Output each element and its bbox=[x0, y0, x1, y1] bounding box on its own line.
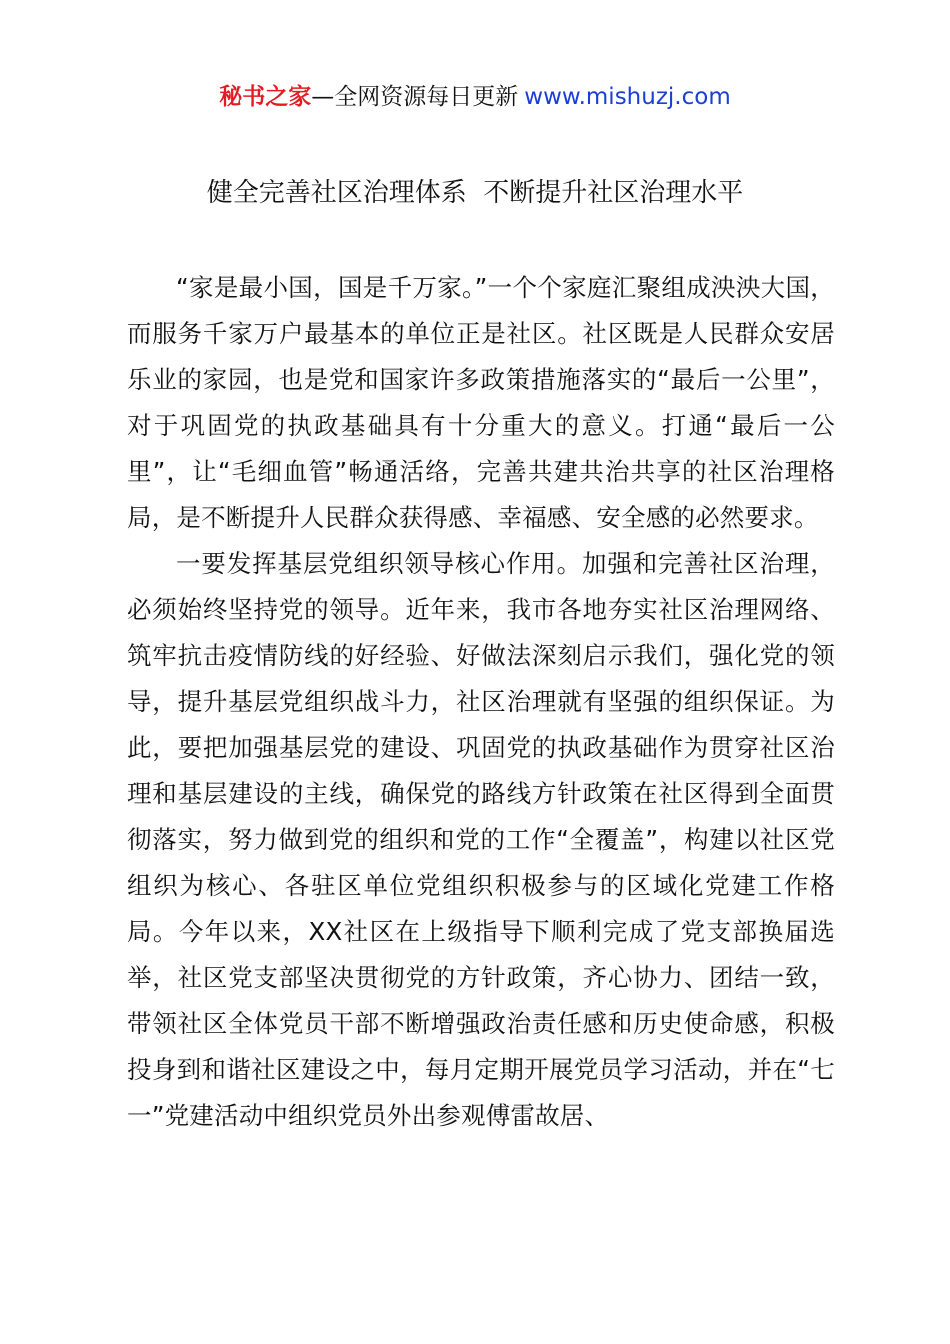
document-body bbox=[127, 265, 835, 1139]
paragraph: “家是最小国，国是千万家。”一个个家庭汇聚组成泱泱大国，而服务千家万户最基本的单位正是社区。社区既是人民群众安居乐业的家园，也是党和国家许多政策措施落实的“最后一公里”，对于巩固党的执政基础具有十分重大的意义。打通“最后一公里”，让“毛细血管”畅通活络，完善共建共治共享的社区治理格局，是不断提升人民群众获得感、幸福感、安全感的必然要求。 bbox=[127, 273, 835, 532]
site-url-link[interactable]: www.mishuzj.com bbox=[524, 84, 731, 110]
paragraph: 一要发挥基层党组织领导核心作用。加强和完善社区治理，必须始终坚持党的领导。近年来，我市各地夯实社区治理网络、筑牢抗击疫情防线的好经验、好做法深刻启示我们，强化党的领导，提升基层党组织战斗力，社区治理就有坚强的组织保证。为此，要把加强基层党的建设、巩固党的执政基础作为贯穿社区治理和基层建设的主线，确保党的路线方针政策在社区得到全面贯彻落实，努力做到党的组织和党的工作“全覆盖”，构建以社区党组织为核心、各驻区单位党组织积极参与的区域化党建工作格局。今年以来，XX社区在上级指导下顺利完成了党支部换届选举，社区党支部坚决贯彻党的方针政策，齐心协力、团结一致，带领社区全体党员干部不断增强政治责任感和历史使命感，积极投身到和谐社区建设之中，每月定期开展党员学习活动，并在“七一”党建活动中组织党员外出参观傅雷故居、 bbox=[127, 549, 835, 1130]
document-title: 健全完善社区治理体系 不断提升社区治理水平 bbox=[206, 178, 744, 208]
site-header bbox=[0, 80, 950, 114]
site-brand: 秘书之家 bbox=[219, 84, 312, 110]
site-slogan: —全网资源每日更新 bbox=[311, 84, 519, 110]
